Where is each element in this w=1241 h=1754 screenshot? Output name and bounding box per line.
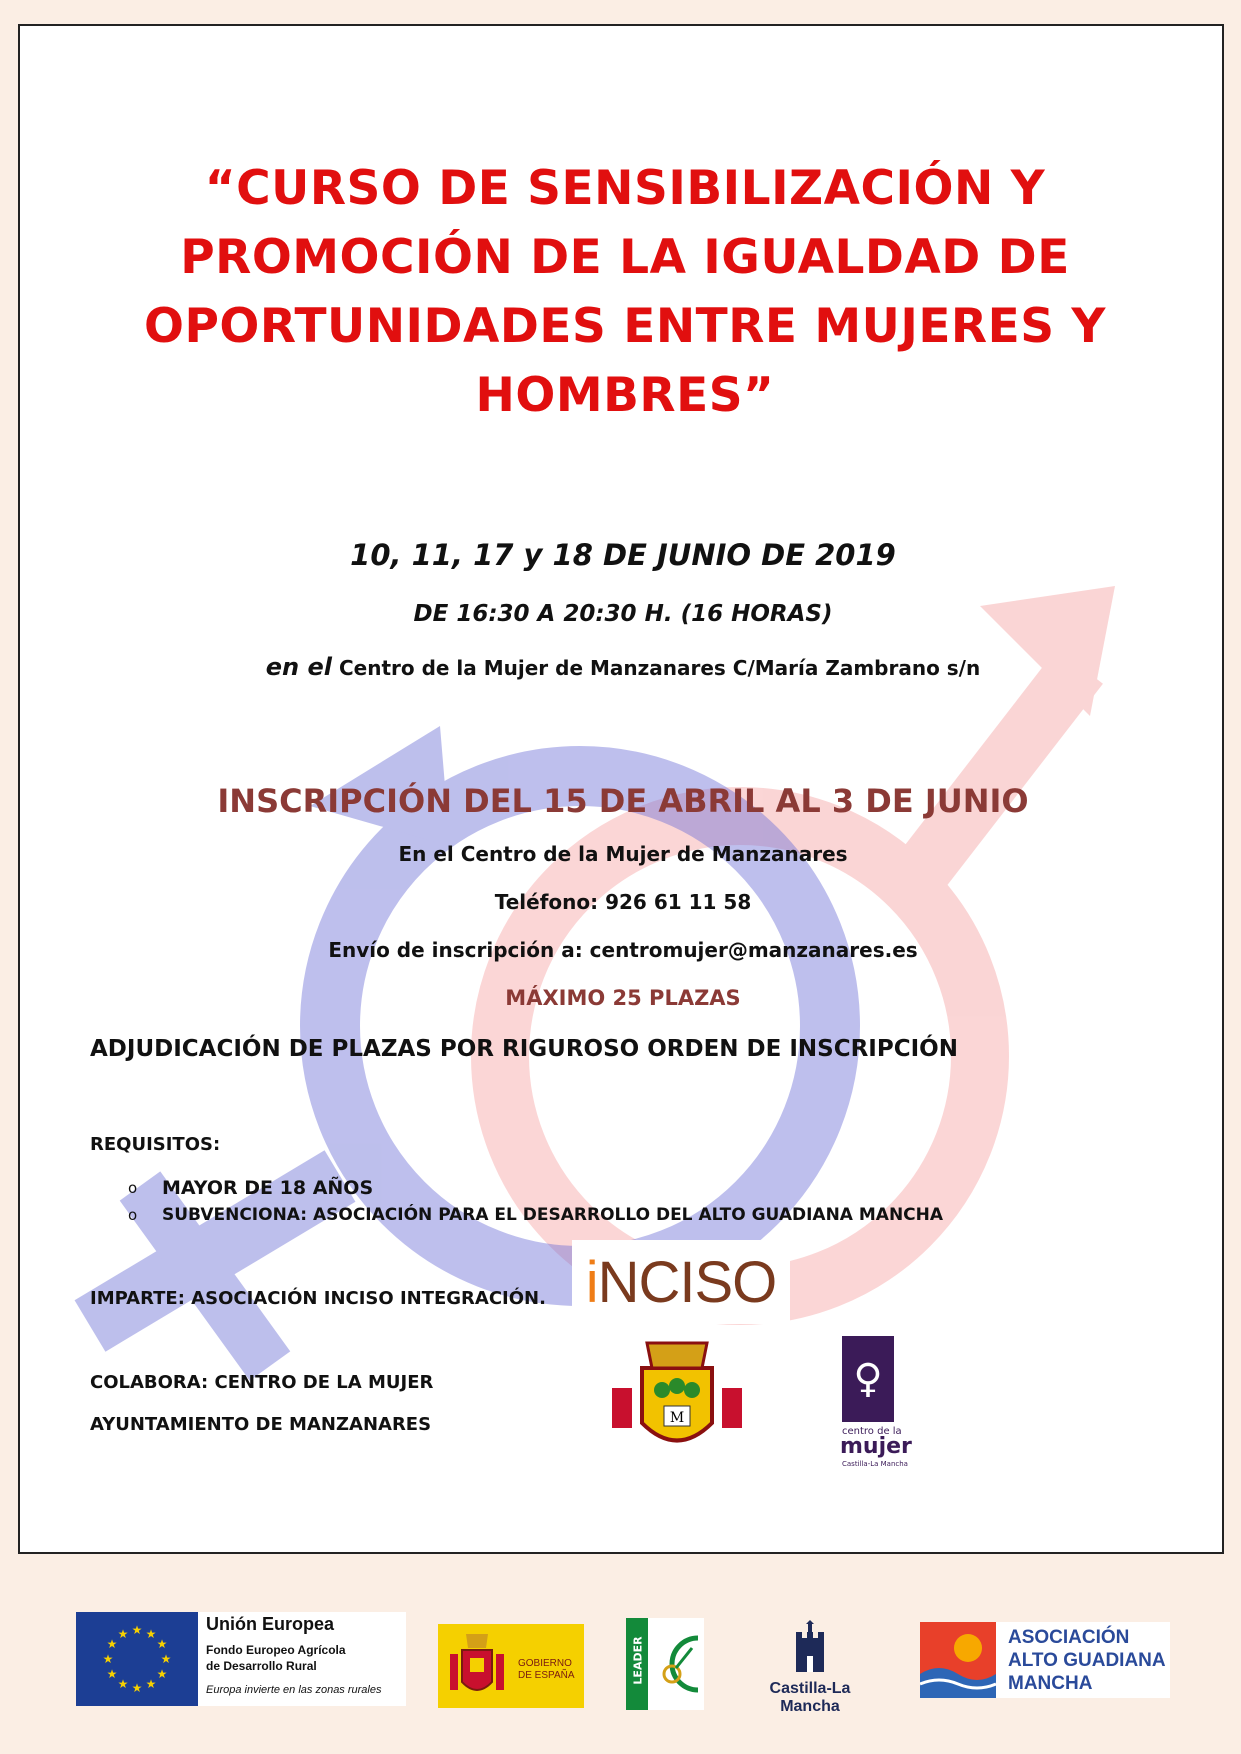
centro-mujer-top: centro de la xyxy=(842,1426,902,1437)
svg-text:★: ★ xyxy=(131,1623,143,1637)
course-venue xyxy=(20,653,1224,681)
gobierno-espana-logo xyxy=(438,1624,584,1708)
eu-title: Unión Europea xyxy=(206,1614,335,1634)
requirements-label: REQUISITOS: xyxy=(90,1134,221,1155)
venue-prefix: en el xyxy=(265,653,332,681)
leader-emblem-icon xyxy=(648,1618,704,1710)
centro-mujer-logo xyxy=(802,1330,950,1476)
title-line-4: HOMBRES” xyxy=(475,368,775,423)
svg-text:M: M xyxy=(669,1410,685,1426)
list-item xyxy=(128,1201,943,1228)
centro-mujer-sub: Castilla-La Mancha xyxy=(842,1460,908,1468)
poster xyxy=(18,24,1224,1554)
clm-text: Castilla-La Mancha xyxy=(769,1680,851,1715)
colabora-text: COLABORA: CENTRO DE LA MUJER xyxy=(90,1372,434,1393)
castilla-la-mancha-logo xyxy=(740,1620,880,1716)
requirement-text: SUBVENCIONA: ASOCIACIÓN PARA EL DESARROLLO DEL ALTO GUADIANA MANCHA xyxy=(162,1204,944,1225)
registration-phone: Teléfono: 926 61 11 58 xyxy=(494,890,752,914)
svg-text:★: ★ xyxy=(117,1677,129,1691)
course-title xyxy=(100,154,1150,430)
svg-text:★: ★ xyxy=(117,1627,129,1641)
agm-line1: ASOCIACIÓN xyxy=(1008,1627,1130,1648)
alto-guadiana-emblem-icon xyxy=(920,1622,996,1698)
imparte-text: IMPARTE: ASOCIACIÓN INCISO INTEGRACIÓN. xyxy=(90,1288,546,1309)
svg-text:★: ★ xyxy=(102,1652,114,1666)
svg-text:★: ★ xyxy=(160,1652,172,1666)
title-line-3: OPORTUNIDADES ENTRE MUJERES Y xyxy=(144,299,1106,354)
bullet-icon: o xyxy=(128,1178,138,1197)
eu-fund xyxy=(206,1642,346,1674)
svg-text:★: ★ xyxy=(131,1681,143,1695)
max-places: MÁXIMO 25 PLAZAS xyxy=(505,986,741,1010)
inciso-logo-i: i xyxy=(585,1249,598,1315)
title-line-1: “CURSO DE SENSIBILIZACIÓN Y xyxy=(204,161,1046,216)
svg-text:★: ★ xyxy=(106,1637,118,1651)
castle-icon xyxy=(790,1620,830,1680)
registration-place: En el Centro de la Mujer de Manzanares xyxy=(398,842,848,866)
list-item xyxy=(128,1174,943,1201)
eu-tagline: Europa invierte en las zonas rurales xyxy=(206,1684,382,1696)
venue-address: Centro de la Mujer de Manzanares C/María Zambrano s/n xyxy=(338,656,981,680)
leader-logo xyxy=(626,1618,704,1710)
agm-line2: ALTO GUADIANA xyxy=(1008,1650,1166,1671)
requirements-list xyxy=(128,1174,943,1228)
manzanares-coat-of-arms-icon xyxy=(602,1328,752,1468)
ayuntamiento-text: AYUNTAMIENTO DE MANZANARES xyxy=(90,1414,432,1435)
eu-flag-icon xyxy=(76,1612,198,1706)
gob-line2: DE ESPAÑA xyxy=(518,1670,575,1681)
agm-text xyxy=(1008,1626,1166,1695)
inciso-logo xyxy=(572,1240,790,1324)
registration-email: Envío de inscripción a: centromujer@manzanares.es xyxy=(328,938,918,962)
eu-fund-line2: de Desarrollo Rural xyxy=(206,1659,317,1673)
eu-fund-line1: Fondo Europeo Agrícola xyxy=(206,1643,346,1657)
course-dates: 10, 11, 17 y 18 DE JUNIO DE 2019 xyxy=(350,538,896,572)
agm-line3: MANCHA xyxy=(1008,1673,1093,1694)
svg-text:★: ★ xyxy=(145,1627,157,1641)
svg-text:★: ★ xyxy=(156,1667,168,1681)
registration-heading: INSCRIPCIÓN DEL 15 DE ABRIL AL 3 DE JUNIO xyxy=(217,782,1029,820)
requirement-text: MAYOR DE 18 AÑOS xyxy=(162,1176,374,1199)
gob-line1: GOBIERNO xyxy=(518,1658,572,1669)
course-hours: DE 16:30 A 20:30 H. (16 HORAS) xyxy=(413,601,833,627)
inciso-logo-text: NCISO xyxy=(597,1249,777,1315)
eu-logo xyxy=(76,1612,406,1706)
centro-mujer-main: mujer xyxy=(840,1434,912,1459)
spain-coat-of-arms-icon xyxy=(442,1624,512,1708)
title-line-2: PROMOCIÓN DE LA IGUALDAD DE xyxy=(180,230,1070,285)
alto-guadiana-logo xyxy=(920,1622,1170,1698)
svg-text:★: ★ xyxy=(145,1677,157,1691)
female-symbol-icon: ♀ xyxy=(853,1356,883,1402)
svg-text:★: ★ xyxy=(106,1667,118,1681)
bullet-icon: o xyxy=(128,1205,138,1224)
sponsor-footer xyxy=(0,1600,1241,1720)
leader-text: LEADER xyxy=(631,1636,645,1685)
svg-text:★: ★ xyxy=(156,1637,168,1651)
allocation-note: ADJUDICACIÓN DE PLAZAS POR RIGUROSO ORDEN DE INSCRIPCIÓN xyxy=(90,1036,958,1062)
gobierno-text xyxy=(518,1658,575,1682)
